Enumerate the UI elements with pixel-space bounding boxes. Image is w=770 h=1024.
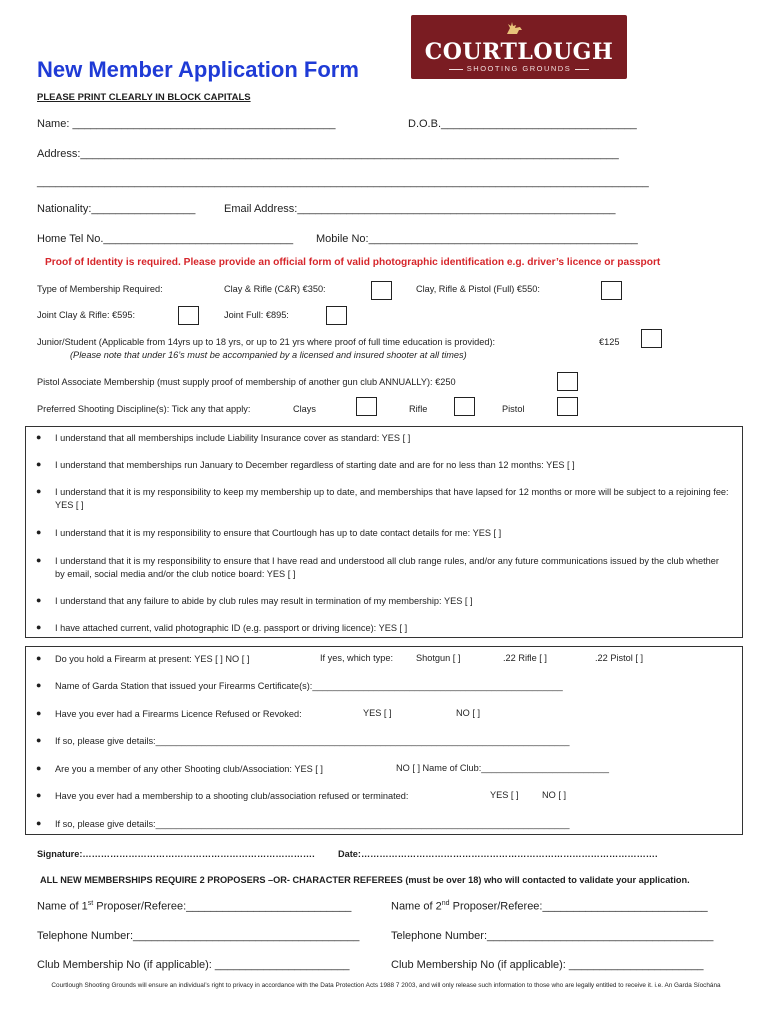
address-field[interactable]: Address:________________________________________________________________________________________ [37,148,619,160]
discipline-rifle-label: Rifle [409,404,428,414]
rifle-option[interactable]: .22 Rifle [ ] [503,653,547,663]
proposer-2-club-field[interactable]: Club Membership No (if applicable): ______________________ [391,959,704,971]
address-field-line2[interactable]: ____________________________________________________________________________________________________ [37,176,649,188]
other-club-no-option[interactable]: NO [ ] Name of Club:_________________________ [396,763,610,773]
clay-rifle-checkbox[interactable] [371,281,392,300]
name-field[interactable]: Name: ___________________________________________ [37,118,336,130]
membership-type-label: Type of Membership Required: [37,284,163,294]
discipline-pistol-label: Pistol [502,404,525,414]
proposer-1-name-field[interactable]: Name of 1st Proposer/Referee:___________________________ [37,900,352,913]
signature-field[interactable]: Signature:…………………………………………………………………. [37,849,315,859]
shotgun-option[interactable]: Shotgun [ ] [416,653,461,663]
proof-of-identity-notice: Proof of Identity is required. Please provide an official form of valid photographic identification e.g. driver’s licence or passport [45,257,661,268]
junior-label: Junior/Student (Applicable from 14yrs up to 18 yrs, or up to 21 yrs where proof of full time education is provided): [37,337,496,347]
nationality-field[interactable]: Nationality:_________________ [37,203,196,215]
clay-rifle-label: Clay & Rifle (C&R) €350: [224,284,326,294]
pistol-associate-checkbox[interactable] [557,372,578,391]
pistol-associate-label: Pistol Associate Membership (must supply proof of membership of another gun club ANNUALLY): €250 [37,377,456,387]
firearm-type-label: If yes, which type: [320,653,394,663]
refused-yes-option[interactable]: YES [ ] [490,790,519,800]
junior-note: (Please note that under 16’s must be accompanied by a licensed and insured shooter at all times) [70,350,467,360]
pistol-option[interactable]: .22 Pistol [ ] [595,653,644,663]
junior-checkbox[interactable] [641,329,662,348]
joint-clay-rifle-label: Joint Clay & Rifle: €595: [37,310,136,320]
logo-tagline: SHOOTING GROUNDS [411,64,627,73]
full-membership-label: Clay, Rifle & Pistol (Full) €550: [416,284,540,294]
discipline-pistol-checkbox[interactable] [557,397,578,416]
page-title: New Member Application Form [37,57,359,82]
joint-clay-rifle-checkbox[interactable] [178,306,199,325]
home-tel-field[interactable]: Home Tel No._______________________________ [37,233,294,245]
proposer-1-telephone-field[interactable]: Telephone Number:_____________________________________ [37,930,360,942]
proposer-2-name-field[interactable]: Name of 2nd Proposer/Referee:___________________________ [391,900,708,913]
logo-brand: COURTLOUGH [424,39,614,65]
date-field[interactable]: Date:……………………………………………………………………………………. [338,849,658,859]
discipline-label: Preferred Shooting Discipline(s): Tick any that apply: [37,404,251,414]
mobile-field[interactable]: Mobile No:____________________________________________ [316,233,638,245]
courtlough-logo [411,15,627,79]
discipline-clays-label: Clays [293,404,316,414]
joint-full-label: Joint Full: €895: [224,310,289,320]
stag-icon [503,20,525,36]
dob-field[interactable]: D.O.B.________________________________ [408,118,637,130]
refused-no-option[interactable]: NO [ ] [542,790,566,800]
privacy-footer: Courtlough Shooting Grounds will ensure an individual’s right to privacy in accordance with the Data Protection Acts 1988 7 2003, and will only release such information to those who are legally entitled to receive it. i.e. An Garda Síochána [51,982,721,989]
discipline-clays-checkbox[interactable] [356,397,377,416]
print-instruction: PLEASE PRINT CLEARLY IN BLOCK CAPITALS [37,92,251,103]
revoked-no-option[interactable]: NO [ ] [456,708,480,718]
joint-full-checkbox[interactable] [326,306,347,325]
proposer-1-club-field[interactable]: Club Membership No (if applicable): ______________________ [37,959,350,971]
proposers-notice: ALL NEW MEMBERSHIPS REQUIRE 2 PROPOSERS –OR- CHARACTER REFEREES (must be over 18) who will contacted to validate your application. [40,875,690,885]
discipline-rifle-checkbox[interactable] [454,397,475,416]
full-membership-checkbox[interactable] [601,281,622,300]
proposer-2-telephone-field[interactable]: Telephone Number:_____________________________________ [391,930,714,942]
junior-price: €125 [599,337,620,347]
email-field[interactable]: Email Address:____________________________________________________ [224,203,616,215]
revoked-yes-option[interactable]: YES [ ] [363,708,392,718]
